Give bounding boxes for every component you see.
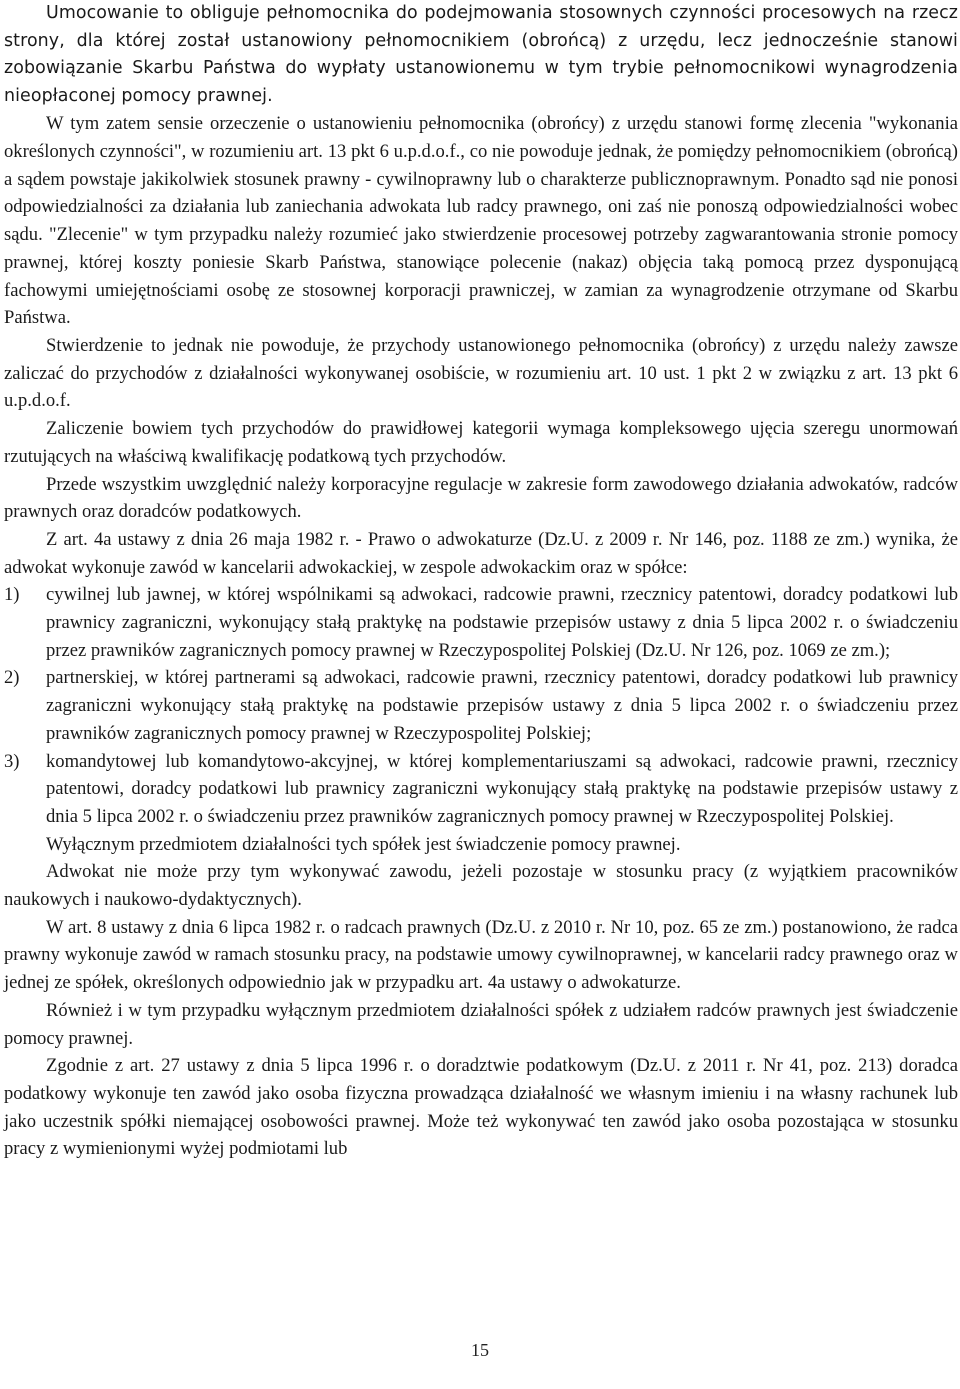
list-number: 3) [4,750,20,772]
paragraph-umocowanie: Umocowanie to obliguje pełnomocnika do podejmowania stosownych czynności procesowych na rzecz strony, dla której został ustanowiony pełnomocnikiem (obrońcą) z urzędu, lecz jednocześnie stanowi zobowiązanie Skarbu Państwa do wypłaty ustanowionemu w tym trybie pełnomocnikowi wynagrodzenia nieopłaconej pomocy prawnej. [4,3,958,106]
list-number: 1) [4,584,20,606]
list-item-spolka-komandytowa [4,748,958,831]
paragraph-przede-wszystkim: Przede wszystkim uwzględnić należy korporacyjne regulacje w zakresie form zawodowego działania adwokatów, radców prawnych oraz doradców podatkowych. [4,473,958,523]
paragraph-art-8-radcy: W art. 8 ustawy z dnia 6 lipca 1982 r. o radcach prawnych (Dz.U. z 2010 r. Nr 10, poz. 65 ze zm.) postanowiono, że radca prawny wykonuje zawód w ramach stosunku pracy, na podstawie umowy cywilnoprawnej, w kancelarii radcy prawnego oraz w jednej ze spółek, określonych odpowiednio jak w przypadku art. 4a ustawy o adwokaturze. [4,916,958,994]
list-item-text: komandytowej lub komandytowo-akcyjnej, w której komplementariuszami są adwokaci, radcowie prawni, rzecznicy patentowi, doradcy podatkowi lub prawnicy zagraniczni wykonujący stałą praktykę na podstawie przepisów ustawy z dnia 5 lipca 2002 r. o świadczeniu przez prawników zagranicznych pomocy prawnej w Rzeczypospolitej Polskiej. [46,750,958,827]
paragraph-zlecenie: W tym zatem sensie orzeczenie o ustanowieniu pełnomocnika (obrońcy) z urzędu stanowi formę zlecenia "wykonania określonych czynności", w rozumieniu art. 13 pkt 6 u.p.d.o.f., co nie powoduje jednak, że pomiędzy pełnomocnikiem (obrońcą) a sądem powstaje jakikolwiek stosunek prawny - cywilnoprawny lub o charakterze publicznoprawnym. Ponadto sąd nie ponosi odpowiedzialności za działania lub zaniechania adwokata lub radcy prawnego, oni zaś nie ponoszą odpowiedzialności wobec sądu. "Zlecenie" w tym przypadku należy rozumieć jako stwierdzenie procesowej potrzeby zagwarantowania stronie pomocy prawnej, której koszty poniesie Skarb Państwa, stanowiące polecenie (nakaz) objęcia taką pomocą przez dysponującą fachowymi umiejętnościami osobę ze stosownej korporacji prawniczej, w zamian za wynagrodzenie otrzymane od Skarbu Państwa. [4,113,958,329]
list-item-spolka-cywilna [4,581,958,664]
paragraph-stwierdzenie: Stwierdzenie to jednak nie powoduje, że przychody ustanowionego pełnomocnika (obrońcy) z urzędu należy zawsze zaliczać do przychodów z działalności wykonywanej osobiście, w rozumieniu art. 10 ust. 1 pkt 2 w związku z art. 13 pkt 6 u.p.d.o.f. [4,335,958,412]
paragraph-rowniez: Również i w tym przypadku wyłącznym przedmiotem działalności spółek z udziałem radców prawnych jest świadczenie pomocy prawnej. [4,999,958,1049]
list-item-spolka-partnerska [4,664,958,747]
paragraph-zaliczenie: Zaliczenie bowiem tych przychodów do prawidłowej kategorii wymaga kompleksowego ujęcia szeregu unormowań rzutujących na właściwą kwalifikację podatkową tych przychodów. [4,418,958,467]
list-item-text: partnerskiej, w której partnerami są adwokaci, radcowie prawni, rzecznicy patentowi, doradcy podatkowi lub prawnicy zagraniczni wykonujący stałą praktykę na podstawie przepisów ustawy z dnia 5 lipca 2002 r. o świadczeniu przez prawników zagranicznych pomocy prawnej w Rzeczypospolitej Polskiej; [46,667,958,744]
paragraph-art-4a: Z art. 4a ustawy z dnia 26 maja 1982 r. - Prawo o adwokaturze (Dz.U. z 2009 r. Nr 146, poz. 1188 ze zm.) wynika, że adwokat wykonuje zawód w kancelarii adwokackiej, w zespole adwokackim oraz w spółce: [4,528,958,578]
page-number: 15 [471,1340,489,1360]
list-item-text: cywilnej lub jawnej, w której wspólnikami są adwokaci, radcowie prawni, rzecznicy patentowi, doradcy podatkowi lub prawnicy zagraniczni, wykonujący stałą praktykę na podstawie przepisów ustawy z dnia 5 lipca 2002 r. o świadczeniu przez prawników zagranicznych pomocy prawnej w Rzeczypospolitej Polskiej (Dz.U. Nr 126, poz. 1069 ze zm.); [46,584,958,661]
paragraph-wylacznym-przedmiotem: Wyłącznym przedmiotem działalności tych spółek jest świadczenie pomocy prawnej. [46,833,681,855]
paragraph-adwokat-nie-moze: Adwokat nie może przy tym wykonywać zawodu, jeżeli pozostaje w stosunku pracy (z wyjątkiem pracowników naukowych i naukowo-dydaktycznych). [4,861,958,911]
document-page [4,0,958,1163]
paragraph-doradztwo-podatkowe: Zgodnie z art. 27 ustawy z dnia 5 lipca 1996 r. o doradztwie podatkowym (Dz.U. z 2011 r. Nr 41, poz. 213) doradca podatkowy wykonuje ten zawód jako osoba fizyczna prowadząca działalność we własnym imieniu i na własny rachunek lub jako uczestnik spółki niemającej osobowości prawnej. Może też wykonywać ten zawód jako osoba pozostająca w stosunku pracy z wymienionymi wyżej podmiotami lub [4,1055,958,1160]
list-number: 2) [4,667,20,689]
